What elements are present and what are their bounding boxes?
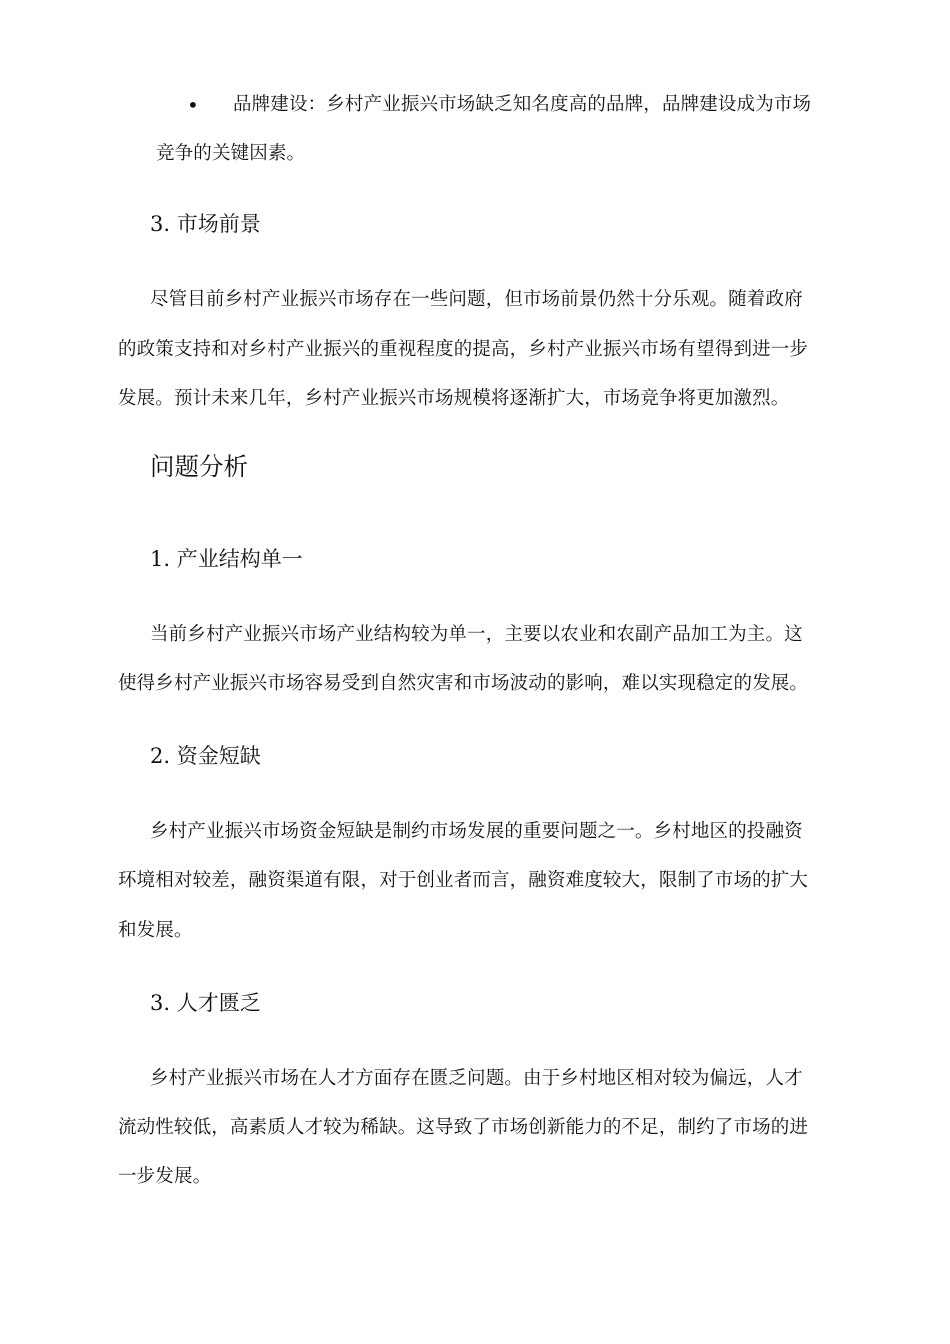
paragraph-line: 使得乡村产业振兴市场容易受到自然灾害和市场波动的影响，难以实现稳定的发展。 [118, 673, 809, 694]
bullet-marker: • [187, 93, 199, 117]
paragraph-line: 和发展。 [118, 920, 193, 941]
paragraph-line: 流动性较低，高素质人才较为稀缺。这导致了市场创新能力的不足，制约了市场的进 [118, 1117, 809, 1138]
paragraph-line: 尽管目前乡村产业振兴市场存在一些问题，但市场前景仍然十分乐观。随着政府 [150, 289, 803, 310]
paragraph-line: 发展。预计未来几年，乡村产业振兴市场规模将逐渐扩大，市场竞争将更加激烈。 [118, 388, 790, 409]
chapter-heading-problem-analysis: 问题分析 [150, 452, 248, 481]
paragraph-line: 环境相对较差，融资渠道有限，对于创业者而言，融资难度较大，限制了市场的扩大 [118, 870, 809, 891]
section-heading: 1. 产业结构单一 [150, 547, 303, 571]
section-heading: 3. 人才匮乏 [150, 991, 261, 1015]
bullet-text-line: 竞争的关键因素。 [156, 143, 306, 164]
paragraph-line: 乡村产业振兴市场在人才方面存在匮乏问题。由于乡村地区相对较为偏远，人才 [150, 1068, 803, 1089]
paragraph-line: 的政策支持和对乡村产业振兴的重视程度的提高，乡村产业振兴市场有望得到进一步 [118, 339, 809, 360]
bullet-text-line: 品牌建设：乡村产业振兴市场缺乏知名度高的品牌，品牌建设成为市场 [233, 94, 812, 115]
paragraph-line: 当前乡村产业振兴市场产业结构较为单一，主要以农业和农副产品加工为主。这 [150, 624, 803, 645]
paragraph-line: 乡村产业振兴市场资金短缺是制约市场发展的重要问题之一。乡村地区的投融资 [150, 821, 803, 842]
section-heading-market-outlook: 3. 市场前景 [150, 212, 261, 236]
section-heading: 2. 资金短缺 [150, 744, 261, 768]
paragraph-line: 一步发展。 [118, 1166, 212, 1187]
